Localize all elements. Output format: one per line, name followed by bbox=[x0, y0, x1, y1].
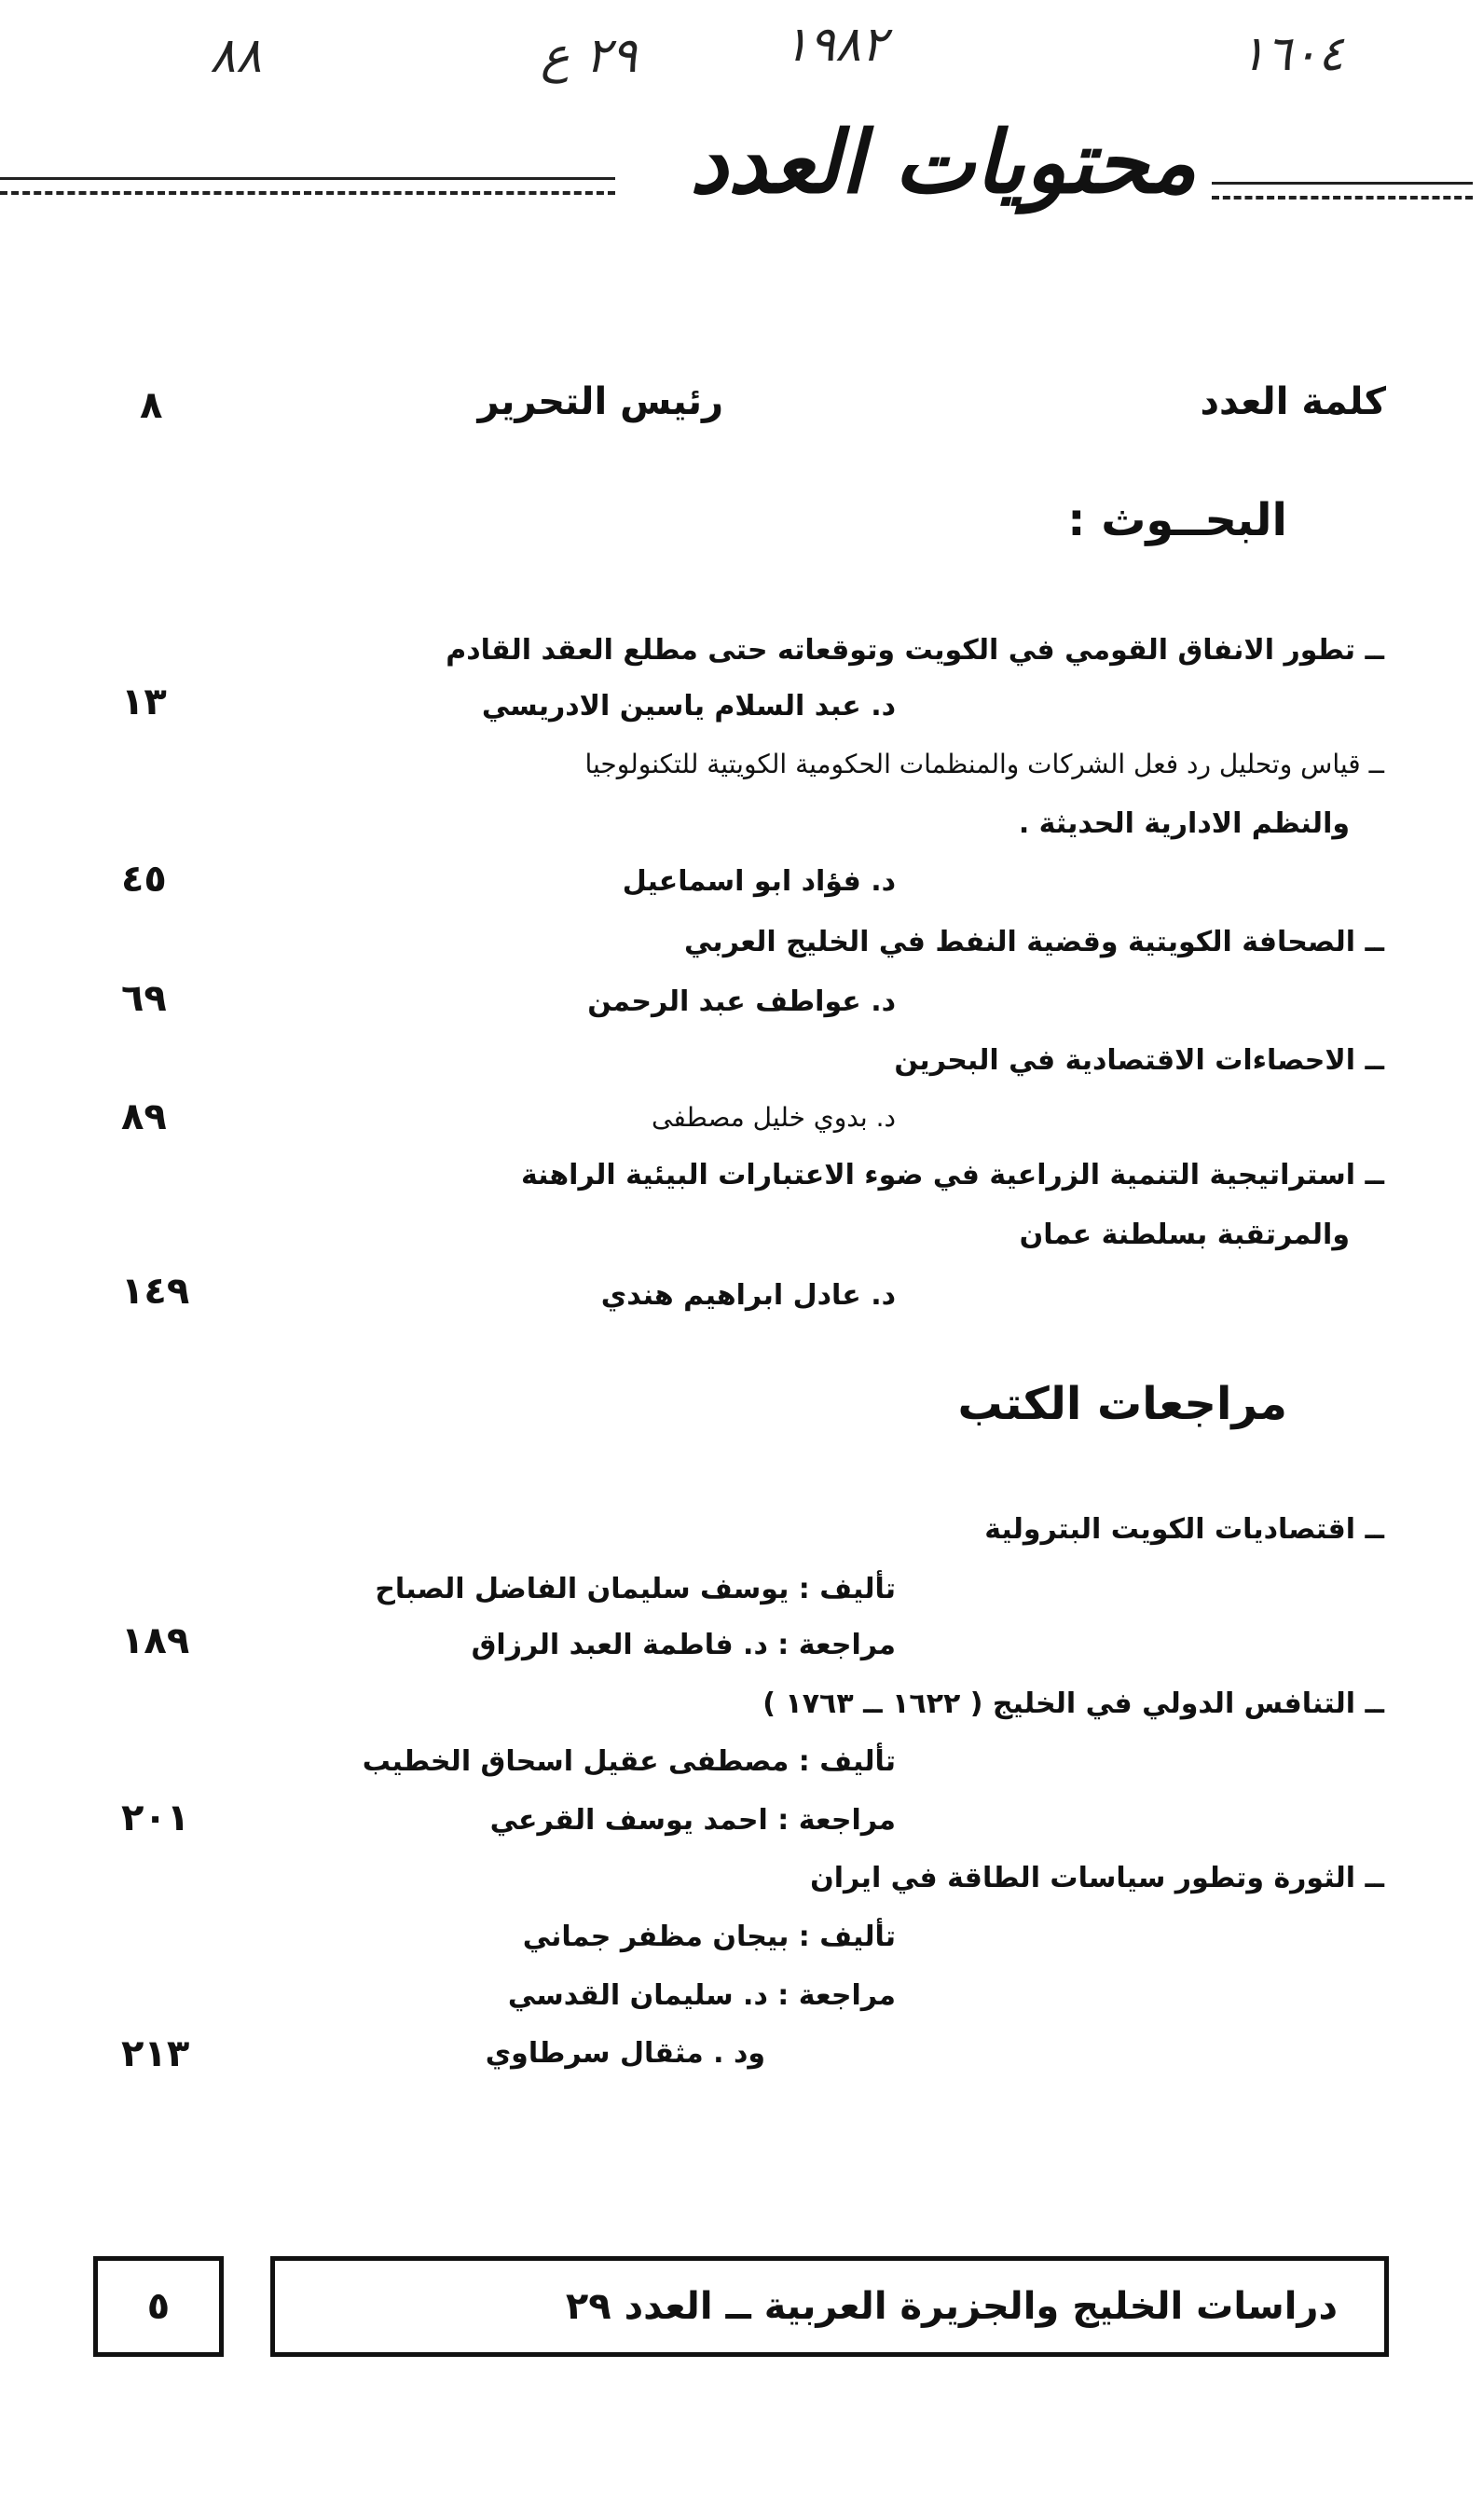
research-heading: البحــوث : bbox=[1067, 494, 1287, 546]
research-title: ــ استراتيجية التنمية الزراعية في ضوء الاعتبارات البيئية الراهنة bbox=[520, 1159, 1384, 1191]
review-reviewer-line: مراجعة : احمد يوسف القرعي bbox=[489, 1804, 896, 1837]
review-title: ــ التنافس الدولي في الخليج ( ١٦٢٢ ــ ١٧٦٣ ) bbox=[762, 1687, 1384, 1720]
research-author: د. فؤاد ابو اسماعيل bbox=[622, 865, 896, 898]
title-rule-right-dashed bbox=[1212, 196, 1473, 200]
research-page: ١٤٩ bbox=[121, 1270, 190, 1313]
review-title: ــ الثورة وتطور سياسات الطاقة في ايران bbox=[810, 1862, 1384, 1894]
research-page: ٤٥ bbox=[121, 858, 167, 901]
research-page: ٦٩ bbox=[121, 977, 167, 1020]
review-page: ٢٠١ bbox=[121, 1797, 190, 1839]
review-author-line: تأليف : بيجان مظفر جماني bbox=[522, 1921, 896, 1953]
page-title: محتويات العدد bbox=[690, 112, 1197, 213]
review-author-line: تأليف : يوسف سليمان الفاضل الصباح bbox=[375, 1573, 896, 1605]
review-reviewer-line: مراجعة : د. فاطمة العبد الرزاق bbox=[471, 1629, 896, 1661]
research-title-continued: والنظم الادارية الحديثة . bbox=[1018, 807, 1350, 840]
research-author: د. عادل ابراهيم هندي bbox=[600, 1279, 896, 1312]
research-author: د. بدوي خليل مصطفى bbox=[652, 1102, 896, 1133]
research-author: د. عواطف عبد الرحمن bbox=[587, 985, 896, 1018]
footer-page-box bbox=[93, 2256, 224, 2357]
review-reviewer-line-2: ود . مثقال سرطاوي bbox=[485, 2037, 765, 2070]
handwritten-issue: ٢٩ ع bbox=[541, 28, 638, 84]
review-title: ــ اقتصاديات الكويت البترولية bbox=[984, 1513, 1384, 1546]
footer-journal-title: دراسات الخليج والجزيرة العربية ــ العدد ٢٩ bbox=[565, 2285, 1338, 2328]
research-page: ١٣ bbox=[121, 681, 167, 723]
research-page: ٨٩ bbox=[121, 1095, 167, 1138]
footer-page-number: ٥ bbox=[146, 2285, 171, 2328]
handwritten-ref-1: ٨٨ bbox=[210, 28, 262, 84]
review-reviewer-line: مراجعة : د. سليمان القدسي bbox=[507, 1979, 896, 2012]
editorial-label: كلمة العدد bbox=[1200, 380, 1386, 423]
footer-journal-box bbox=[270, 2256, 1389, 2357]
editorial-author: رئيس التحرير bbox=[477, 380, 723, 423]
review-page: ٢١٣ bbox=[121, 2032, 190, 2075]
review-page: ١٨٩ bbox=[121, 1619, 190, 1662]
title-rule-right-top bbox=[1212, 182, 1473, 185]
handwritten-year: ١٩٨٢ bbox=[783, 17, 887, 73]
reviews-heading: مراجعات الكتب bbox=[957, 1378, 1287, 1430]
handwritten-ref-2: ١٦٠٤ bbox=[1240, 26, 1344, 82]
research-title: ــ الصحافة الكويتية وقضية النفط في الخليج العربي bbox=[683, 926, 1384, 958]
research-title: ــ تطور الانفاق القومي في الكويت وتوقعاته حتى مطلع العقد القادم bbox=[446, 634, 1384, 667]
title-rule-left-dashed bbox=[0, 191, 615, 195]
research-title: ــ قياس وتحليل رد فعل الشركات والمنظمات الحكومية الكويتية للتكنولوجيا bbox=[584, 749, 1384, 779]
editorial-page: ٨ bbox=[140, 384, 163, 427]
title-rule-left-top bbox=[0, 177, 615, 180]
research-author: د. عبد السلام ياسين الادريسي bbox=[481, 690, 896, 723]
research-title: ــ الاحصاءات الاقتصادية في البحرين bbox=[894, 1044, 1384, 1077]
review-author-line: تأليف : مصطفى عقيل اسحاق الخطيب bbox=[362, 1745, 896, 1778]
research-title-continued: والمرتقبة بسلطنة عمان bbox=[1019, 1219, 1350, 1251]
